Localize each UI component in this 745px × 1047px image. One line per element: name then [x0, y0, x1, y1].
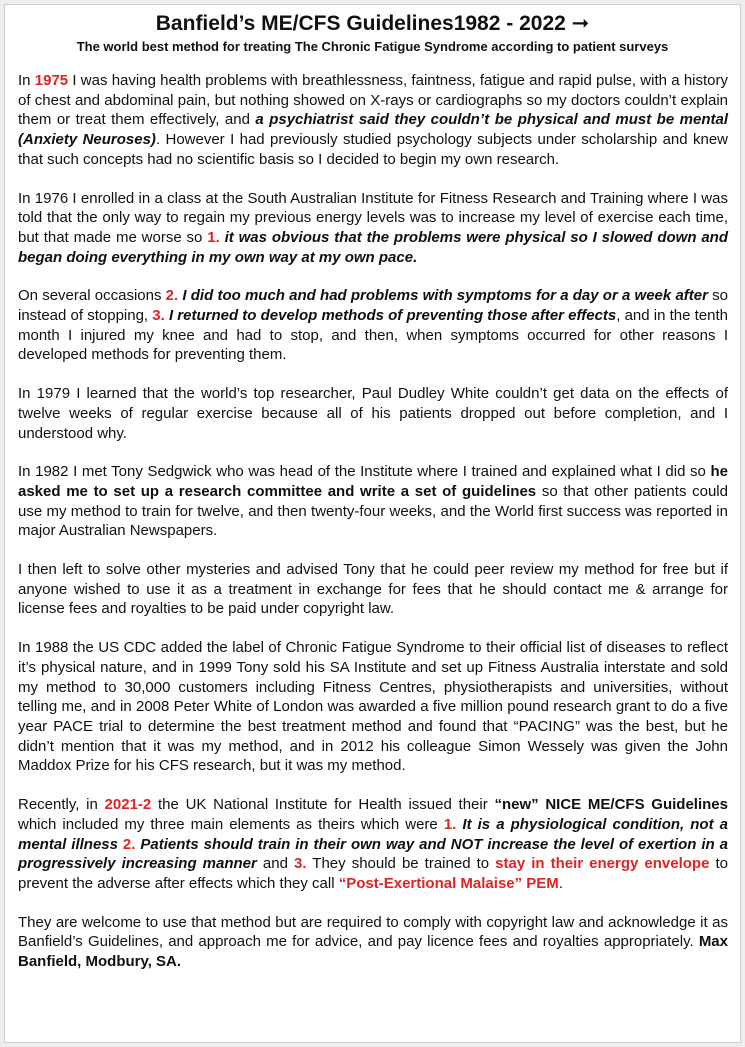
point-number: 1.	[207, 228, 220, 246]
emphasis-text: It is a physiological condition, not a mental illness	[18, 815, 728, 853]
text-run: On several occasions	[18, 287, 166, 305]
highlight-year: 2021-2	[104, 796, 152, 814]
text-run: and	[256, 855, 294, 873]
document-title: Banfield’s ME/CFS Guidelines1982 - 2022 ➞	[155, 12, 590, 35]
point-number: 2.	[165, 287, 179, 305]
emphasis-text: it was obvious that the problems were physical so I slowed down and began doing everything in my own way at my own pace.	[18, 228, 729, 266]
paragraph-1976	[18, 189, 728, 268]
paragraph-closing	[18, 913, 728, 972]
text-run: I was having health problems with breathlessness, faintness, fatigue and rapid pulse, with a history of chest and abdominal pain, but nothing showed on X-rays or cardiographs so my doctors couldn’t explain them or treat them effectively, and	[18, 72, 728, 129]
text-run: Recently, in	[18, 796, 105, 814]
paragraph-peer-review: I then left to solve other mysteries and advised Tony that he could peer review my method for free but if anyone wished to use it as a treatment in exchange for fees that he should contact me & arrange for license fees and royalties to be paid under copyright law.	[18, 561, 728, 618]
point-number: 2.	[117, 835, 136, 853]
paragraph-1979: In 1979 I learned that the world’s top researcher, Paul Dudley White couldn’t get data on the effects of twelve weeks of regular exercise because all of his patients dropped out before completion, and I understood why.	[18, 385, 728, 442]
bold-text: he asked me to set up a research committee and write a set of guidelines	[18, 463, 728, 500]
text-run: They should be trained to	[306, 855, 496, 873]
document-page	[4, 4, 741, 1043]
text-run: In 1982 I met Tony Sedgwick who was head of the Institute where I trained and explained what I did so	[18, 463, 711, 481]
point-number: 3.	[294, 855, 307, 873]
emphasis-text: I did too much and had problems with symptoms for a day or a week after	[178, 287, 708, 305]
bold-text: “new” NICE ME/CFS Guidelines	[494, 796, 728, 814]
text-run: In 1976 I enrolled in a class at the South Australian Institute for Fitness Research and Training where I was told that the only way to regain my previous energy levels was to increase my level of exercise each time, but that made me worse so	[18, 189, 728, 246]
paragraph-1975	[18, 71, 728, 170]
text-run: to prevent the adverse after effects which they call	[18, 855, 728, 892]
paragraph-nice-guidelines	[18, 795, 728, 894]
text-run: so instead of stopping,	[18, 287, 728, 325]
text-run: which included my three main elements as theirs which were	[18, 815, 444, 833]
text-run: .	[558, 874, 563, 892]
text-run: the UK National Institute for Health issued their	[151, 796, 495, 814]
highlight-phrase: stay in their energy envelope	[495, 855, 710, 873]
text-run: . However I had previously studied psychology subjects under scholarship and knew that such concepts had no scientific basis so I decided to begin my own research.	[18, 131, 728, 168]
point-number: 3.	[152, 307, 165, 325]
highlight-phrase: “Post-Exertional Malaise” PEM	[338, 874, 559, 892]
point-number: 1.	[443, 815, 457, 833]
document-body	[18, 71, 728, 991]
text-run: , and in the tenth month I injured my knee and had to stop, and then, when symptoms occurred for other reasons I developed methods for preventing them.	[18, 307, 729, 364]
document-subtitle: The world best method for treating The Chronic Fatigue Syndrome according to patient surveys	[76, 39, 669, 54]
paragraph-1988: In 1988 the US CDC added the label of Chronic Fatigue Syndrome to their official list of diseases to reflect it’s physical nature, and in 1999 Tony sold his SA Institute and set up Fitness Australia interstate and sold my method to 30,000 customers including Fitness Centres, physiotherapists and universities, without telling me, and in 2008 Peter White of London was awarded a five million pound research grant to do a five year PACE trial to determine the best treatment method and found that “PACING” was the best, but he didn’t mention that it was my method, and in 2012 his colleague Simon Wessely was given the John Maddox Prize for his CFS research, but it was my method.	[18, 639, 728, 775]
paragraph-1982	[18, 462, 728, 541]
signature-text: Max Banfield, Modbury, SA.	[18, 933, 728, 971]
paragraph-several-occasions	[18, 286, 728, 365]
text-run: so that other patients could use my method to train for twelve, and then twenty-four weeks, and the World first success was reported in major Australian Newspapers.	[18, 482, 728, 540]
emphasis-text: I returned to develop methods of preventing those after effects	[164, 307, 617, 325]
emphasis-text: Patients should train in their own way and NOT increase the level of exertion in a progressively increasing manner	[18, 835, 728, 873]
text-run: In	[18, 72, 35, 89]
emphasis-text: a psychiatrist said they couldn’t be physical and must be mental (Anxiety Neuroses)	[18, 111, 728, 149]
highlight-year: 1975	[34, 72, 69, 89]
text-run: They are welcome to use that method but are required to comply with copyright law and acknowledge it as Banfield’s Guidelines, and approach me for advice, and pay licence fees and royalties appropriately.	[18, 913, 728, 951]
